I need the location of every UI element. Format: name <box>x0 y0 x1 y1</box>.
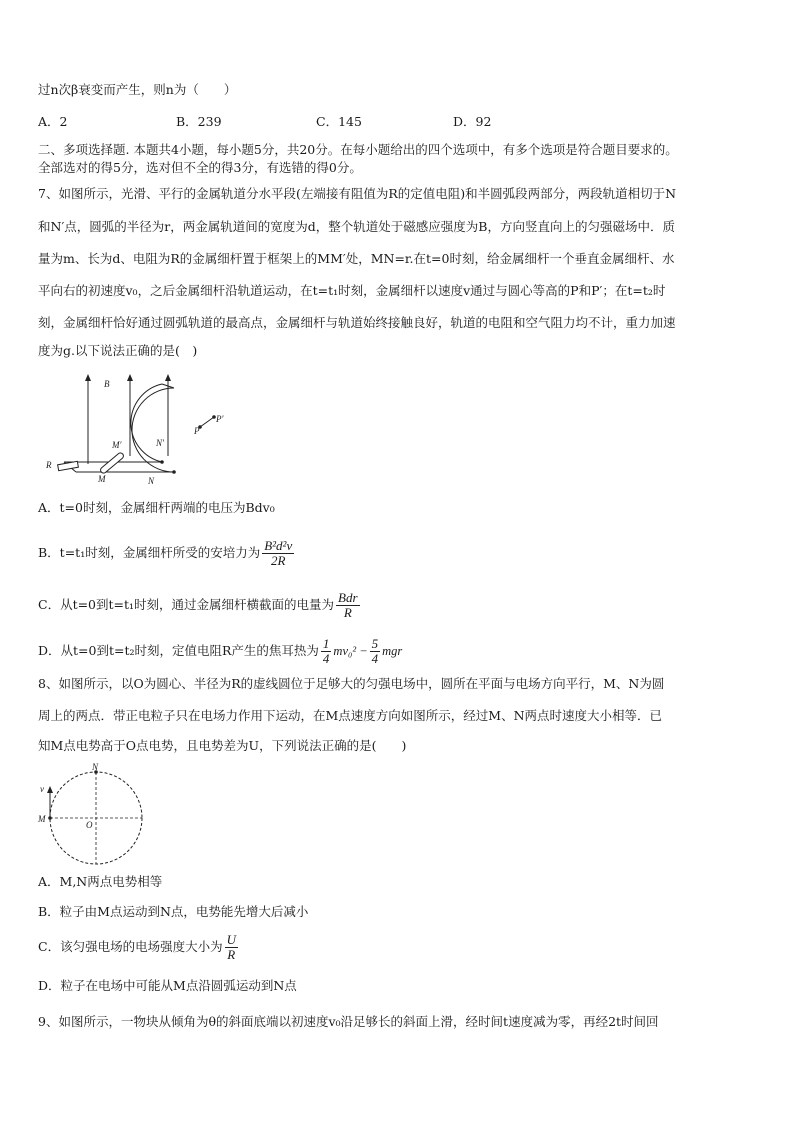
q7-line4: 平向右的初速度v₀，之后金属细杆沿轨道运动，在t=t₁时刻，金属细杆以速度v通过与圆心等高的P和P′；在t=t₂时 <box>38 283 666 298</box>
q7-label-n: N <box>148 476 155 486</box>
q7-option-d-text: D．从t=0到t=t₂时刻，定值电阻R产生的焦耳热为 <box>38 643 319 658</box>
q7-option-c-text: C．从t=0到t=t₁时刻，通过金属细杆横截面的电量为 <box>38 597 335 612</box>
q8-option-c-fraction <box>225 933 238 962</box>
section2-line2: 全部选对的得5分，选对但不全的得3分，有选错的得0分。 <box>38 160 362 175</box>
q6-options <box>38 114 491 130</box>
q8-figure <box>36 762 156 868</box>
q7-option-d-f1-den: 4 <box>322 651 330 666</box>
q8-option-c-text: C．该匀强电场的电场强度大小为 <box>38 939 223 954</box>
q7-option-d[interactable] <box>38 634 402 668</box>
q7-option-c-den: R <box>343 605 352 620</box>
q6-option-a[interactable]: A．2 <box>38 114 68 129</box>
q8-option-c-num: U <box>226 932 236 947</box>
q7-option-b-den: 2R <box>271 553 286 568</box>
q7-option-b[interactable] <box>38 536 296 570</box>
q8-label-m: M <box>38 814 46 824</box>
q7-label-m1: M′ <box>112 440 122 450</box>
q8-label-v: v <box>40 784 44 794</box>
q7-label-p: P <box>194 426 200 436</box>
q9-line1: 9、如图所示，一物块从倾角为θ的斜面底端以初速度v₀沿足够长的斜面上滑，经时间t速度减为零，再经2t时间回 <box>38 1014 659 1029</box>
q7-option-d-fraction1 <box>321 637 332 666</box>
q8-label-o: O <box>86 820 93 830</box>
q7-option-c[interactable] <box>38 588 362 622</box>
q6-tail: 过n次β衰变而产生，则n为（ ） <box>38 82 237 97</box>
q7-option-b-num: B²d²v <box>264 538 293 553</box>
q7-option-c-fraction <box>336 591 360 620</box>
q7-label-n1: N′ <box>156 438 164 448</box>
q6-option-b[interactable]: B．239 <box>176 114 222 129</box>
q8-option-d[interactable]: D．粒子在电场中可能从M点沿圆弧运动到N点 <box>38 978 297 993</box>
q7-option-d-end: mgr <box>382 644 403 658</box>
q7-option-b-fraction <box>262 539 294 568</box>
q7-option-d-f1-num: 1 <box>322 636 330 651</box>
q7-line5: 刻，金属细杆恰好通过圆弧轨道的最高点，金属细杆与轨道始终接触良好，轨道的电阻和空气阻力均不计，重力加速 <box>38 315 676 330</box>
q7-option-d-fraction2 <box>370 637 381 666</box>
q7-option-a[interactable]: A．t=0时刻，金属细杆两端的电压为Bdv₀ <box>38 500 275 515</box>
q8-option-c[interactable] <box>38 930 240 964</box>
q7-label-r: R <box>46 460 52 470</box>
q8-option-a[interactable]: A．M,N两点电势相等 <box>38 874 163 889</box>
q7-label-b: B <box>104 379 110 389</box>
q7-label-m: M <box>98 474 106 484</box>
q7-option-d-f2-den: 4 <box>371 651 379 666</box>
q7-line2: 和N′点，圆弧的半径为r，两金属轨道间的宽度为d，整个轨道处于磁感应强度为B，方向竖直向上的匀强磁场中．质 <box>38 219 675 234</box>
section2-line1: 二、多项选择题. 本题共4小题，每小题5分，共20分。在每小题给出的四个选项中，有多个选项是符合题目要求的。 <box>38 142 678 157</box>
q7-label-p1: P′ <box>216 414 224 424</box>
q7-line6: 度为g.以下说法正确的是( ) <box>38 343 198 358</box>
q7-option-b-text: B．t=t₁时刻，金属细杆所受的安培力为 <box>38 545 261 560</box>
q6-option-d[interactable]: D．92 <box>453 114 492 129</box>
q8-option-b[interactable]: B．粒子由M点运动到N点，电势能先增大后减小 <box>38 904 309 919</box>
q7-option-c-num: Bdr <box>338 590 358 605</box>
q8-line2: 周上的两点．带正电粒子只在电场力作用下运动，在M点速度方向如图所示，经过M、N两点时速度大小相等．已 <box>38 708 663 723</box>
q7-figure <box>44 372 244 490</box>
q8-option-c-den: R <box>227 947 236 962</box>
q7-line3: 量为m、长为d、电阻为R的金属细杆置于框架上的MM′处，MN=r.在t=0时刻，给金属细杆一个垂直金属细杆、水 <box>38 251 675 266</box>
q8-label-n: N <box>92 762 99 772</box>
q7-line1: 7、如图所示，光滑、平行的金属轨道分水平段(左端接有阻值为R的定值电阻)和半圆弧段两部分，两段轨道相切于N <box>38 186 677 201</box>
q7-option-d-f2-num: 5 <box>371 636 379 651</box>
q8-line1: 8、如图所示，以O为圆心、半径为R的虚线圆位于足够大的匀强电场中，圆所在平面与电场方向平行，M、N为圆 <box>38 676 665 691</box>
q8-line3: 知M点电势高于O点电势，且电势差为U，下列说法正确的是( ) <box>38 738 407 753</box>
q7-option-d-mid: mv₀² − <box>333 644 368 658</box>
q6-option-c[interactable]: C．145 <box>316 114 362 129</box>
